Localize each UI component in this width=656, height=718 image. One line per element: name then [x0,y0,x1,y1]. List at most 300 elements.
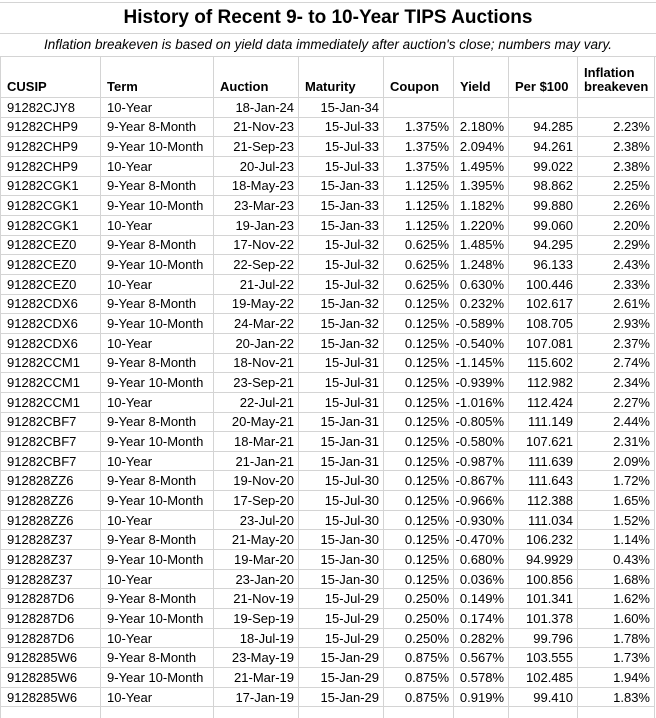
cell-per100: 115.602 [509,353,578,373]
cell-auction: 17-Nov-22 [214,235,299,255]
cell-breakeven: 1.65% [578,491,655,511]
cell-cusip: 91282CBF7 [1,412,101,432]
cell-term: 9-Year 10-Month [101,137,214,157]
cell-per100: 111.149 [509,412,578,432]
cell-term: 9-Year 8-Month [101,117,214,137]
cell-breakeven: 1.72% [578,471,655,491]
cell-maturity: 15-Jul-30 [299,471,384,491]
table-header [1,57,655,98]
table-row [1,471,655,491]
cell-term: 9-Year 8-Month [101,530,214,550]
cell-per100: 101.378 [509,609,578,629]
cell-coupon: 0.125% [384,550,454,570]
cell-yield: 0.036% [454,569,509,589]
table-row [1,569,655,589]
table-row [1,255,655,275]
cell-auction: 23-Jul-20 [214,510,299,530]
cell-per100: 112.424 [509,392,578,412]
cell-yield: 0.567% [454,648,509,668]
table-row [1,668,655,688]
cell-yield: 0.578% [454,668,509,688]
cell-term: 10-Year [101,98,214,118]
cell-coupon: 1.375% [384,137,454,157]
partial-empty-row [1,707,655,718]
cell-auction: 19-Nov-20 [214,471,299,491]
cell-maturity: 15-Jul-31 [299,392,384,412]
cell-term: 9-Year 8-Month [101,412,214,432]
table-row [1,274,655,294]
cell-yield: -0.540% [454,333,509,353]
cell-term: 9-Year 10-Month [101,609,214,629]
cell-per100: 99.880 [509,196,578,216]
cell-per100: 94.9929 [509,550,578,570]
table-row [1,530,655,550]
cell-breakeven: 2.38% [578,156,655,176]
table-row [1,314,655,334]
cell-term: 9-Year 10-Month [101,491,214,511]
cell-breakeven: 2.33% [578,274,655,294]
cell-cusip: 91282CEZ0 [1,235,101,255]
cell-yield: 2.180% [454,117,509,137]
cell-cusip: 9128285W6 [1,687,101,707]
column-header-term: Term [101,57,214,98]
cell-yield: -0.930% [454,510,509,530]
cell-per100: 98.862 [509,176,578,196]
cell-breakeven: 2.37% [578,333,655,353]
cell-maturity: 15-Jan-34 [299,98,384,118]
cell-yield: -0.939% [454,373,509,393]
cell-coupon: 0.250% [384,589,454,609]
cell-term: 10-Year [101,274,214,294]
cell-coupon: 1.375% [384,117,454,137]
column-header-maturity: Maturity [299,57,384,98]
cell-coupon: 0.125% [384,314,454,334]
cell-term: 9-Year 10-Month [101,255,214,275]
cell-cusip: 91282CCM1 [1,392,101,412]
cell-maturity: 15-Jan-32 [299,333,384,353]
cell-maturity: 15-Jul-29 [299,609,384,629]
cell-per100: 112.388 [509,491,578,511]
cell-coupon: 0.625% [384,255,454,275]
cell-cusip: 91282CJY8 [1,98,101,118]
cell-cusip: 9128287D6 [1,589,101,609]
cell-per100: 100.856 [509,569,578,589]
cell-yield: 0.174% [454,609,509,629]
cell-auction: 18-Jan-24 [214,98,299,118]
cell-term: 9-Year 10-Month [101,373,214,393]
cell-yield [454,98,509,118]
cell-coupon: 1.125% [384,196,454,216]
table-body [1,98,655,718]
cell-term: 10-Year [101,451,214,471]
table-row [1,451,655,471]
cell-yield: -1.145% [454,353,509,373]
table-row [1,176,655,196]
cell-coupon: 0.125% [384,392,454,412]
cell-coupon: 0.125% [384,471,454,491]
cell-coupon: 0.250% [384,628,454,648]
cell-yield: 1.395% [454,176,509,196]
cell-cusip: 91282CDX6 [1,333,101,353]
cell-term: 9-Year 8-Month [101,176,214,196]
cell-coupon: 1.125% [384,176,454,196]
cell-auction: 19-Mar-20 [214,550,299,570]
cell-auction: 21-Jul-22 [214,274,299,294]
cell-per100: 100.446 [509,274,578,294]
cell-breakeven: 1.68% [578,569,655,589]
cell-auction: 18-Nov-21 [214,353,299,373]
cell-maturity: 15-Jan-30 [299,550,384,570]
cell-coupon [384,98,454,118]
cell-term: 10-Year [101,569,214,589]
cell-auction: 17-Jan-19 [214,687,299,707]
cell-yield: -0.966% [454,491,509,511]
cell-yield: -0.805% [454,412,509,432]
cell-cusip: 91282CBF7 [1,432,101,452]
cell-auction: 20-May-21 [214,412,299,432]
cell-cusip: 91282CDX6 [1,314,101,334]
cell-yield: 1.495% [454,156,509,176]
cell-maturity: 15-Jan-29 [299,687,384,707]
cell-per100: 99.796 [509,628,578,648]
cell-maturity: 15-Jan-32 [299,314,384,334]
cell-term: 9-Year 8-Month [101,648,214,668]
cell-yield: 1.248% [454,255,509,275]
cell-cusip: 9128285W6 [1,648,101,668]
cell-coupon: 0.125% [384,333,454,353]
cell-per100: 102.617 [509,294,578,314]
cell-cusip: 912828ZZ6 [1,471,101,491]
cell-maturity: 15-Jan-29 [299,648,384,668]
cell-term: 9-Year 8-Month [101,235,214,255]
cell-auction: 21-Nov-23 [214,117,299,137]
cell-term: 9-Year 8-Month [101,294,214,314]
cell-maturity: 15-Jan-33 [299,196,384,216]
cell-yield: 1.220% [454,215,509,235]
cell-maturity: 15-Jul-31 [299,373,384,393]
cell-coupon: 0.875% [384,648,454,668]
cell-auction: 24-Mar-22 [214,314,299,334]
cell-per100: 108.705 [509,314,578,334]
cell-maturity: 15-Jan-31 [299,412,384,432]
cell-empty [578,707,655,718]
cell-coupon: 0.125% [384,451,454,471]
cell-per100: 111.639 [509,451,578,471]
table-row [1,432,655,452]
cell-maturity: 15-Jul-29 [299,628,384,648]
cell-breakeven: 2.23% [578,117,655,137]
cell-maturity: 15-Jan-29 [299,668,384,688]
cell-per100: 101.341 [509,589,578,609]
cell-coupon: 0.125% [384,569,454,589]
cell-auction: 23-Mar-23 [214,196,299,216]
cell-maturity: 15-Jan-30 [299,569,384,589]
column-header-auction: Auction [214,57,299,98]
table-row [1,510,655,530]
cell-coupon: 0.875% [384,668,454,688]
cell-maturity: 15-Jul-32 [299,255,384,275]
column-header-breakeven: Inflation breakeven [578,57,655,98]
column-header-coupon: Coupon [384,57,454,98]
cell-breakeven: 2.26% [578,196,655,216]
cell-breakeven: 2.34% [578,373,655,393]
cell-auction: 23-Sep-21 [214,373,299,393]
cell-empty [454,707,509,718]
auctions-table [0,57,655,718]
cell-maturity: 15-Jul-29 [299,589,384,609]
cell-breakeven: 2.25% [578,176,655,196]
cell-yield: 0.630% [454,274,509,294]
cell-yield: 0.680% [454,550,509,570]
cell-cusip: 91282CEZ0 [1,274,101,294]
cell-breakeven: 1.62% [578,589,655,609]
cell-yield: 1.182% [454,196,509,216]
cell-cusip: 91282CGK1 [1,176,101,196]
cell-empty [214,707,299,718]
cell-coupon: 0.125% [384,294,454,314]
table-row [1,196,655,216]
cell-auction: 21-Mar-19 [214,668,299,688]
cell-cusip: 91282CGK1 [1,196,101,216]
cell-cusip: 9128287D6 [1,609,101,629]
cell-cusip: 91282CDX6 [1,294,101,314]
cell-per100: 112.982 [509,373,578,393]
cell-term: 10-Year [101,628,214,648]
cell-cusip: 91282CCM1 [1,373,101,393]
table-row [1,137,655,157]
cell-auction: 18-Jul-19 [214,628,299,648]
cell-per100: 99.410 [509,687,578,707]
cell-per100: 94.261 [509,137,578,157]
cell-yield: -0.589% [454,314,509,334]
cell-breakeven: 2.43% [578,255,655,275]
cell-term: 10-Year [101,392,214,412]
cell-yield: -0.987% [454,451,509,471]
cell-cusip: 91282CBF7 [1,451,101,471]
cell-cusip: 91282CHP9 [1,156,101,176]
cell-breakeven: 1.94% [578,668,655,688]
cell-maturity: 15-Jul-30 [299,510,384,530]
cell-maturity: 15-Jul-33 [299,117,384,137]
cell-breakeven: 2.38% [578,137,655,157]
table-row [1,589,655,609]
cell-breakeven: 2.09% [578,451,655,471]
table-row [1,491,655,511]
cell-cusip: 91282CHP9 [1,117,101,137]
cell-coupon: 1.125% [384,215,454,235]
cell-per100: 107.621 [509,432,578,452]
cell-auction: 20-Jan-22 [214,333,299,353]
table-row [1,392,655,412]
cell-coupon: 0.125% [384,530,454,550]
cell-term: 10-Year [101,333,214,353]
table-row [1,156,655,176]
cell-term: 10-Year [101,687,214,707]
cell-auction: 20-Jul-23 [214,156,299,176]
cell-auction: 18-Mar-21 [214,432,299,452]
cell-cusip: 9128287D6 [1,628,101,648]
cell-breakeven: 2.74% [578,353,655,373]
cell-coupon: 0.625% [384,235,454,255]
cell-breakeven: 0.43% [578,550,655,570]
cell-cusip: 912828Z37 [1,550,101,570]
cell-cusip: 912828ZZ6 [1,510,101,530]
cell-auction: 23-May-19 [214,648,299,668]
cell-maturity: 15-Jan-31 [299,451,384,471]
cell-maturity: 15-Jul-32 [299,235,384,255]
page-title: History of Recent 9- to 10-Year TIPS Auctions [0,2,656,34]
cell-cusip: 9128285W6 [1,668,101,688]
cell-empty [384,707,454,718]
cell-term: 10-Year [101,510,214,530]
cell-auction: 22-Sep-22 [214,255,299,275]
cell-maturity: 15-Jan-32 [299,294,384,314]
cell-empty [101,707,214,718]
cell-yield: 0.232% [454,294,509,314]
table-row [1,215,655,235]
cell-per100: 106.232 [509,530,578,550]
cell-auction: 17-Sep-20 [214,491,299,511]
cell-yield: -0.580% [454,432,509,452]
cell-yield: 0.919% [454,687,509,707]
cell-maturity: 15-Jul-33 [299,137,384,157]
cell-per100: 102.485 [509,668,578,688]
cell-empty [509,707,578,718]
cell-yield: -0.867% [454,471,509,491]
cell-per100: 103.555 [509,648,578,668]
cell-term: 10-Year [101,156,214,176]
cell-breakeven: 1.83% [578,687,655,707]
column-header-per100: Per $100 [509,57,578,98]
cell-maturity: 15-Jul-33 [299,156,384,176]
cell-breakeven: 2.20% [578,215,655,235]
cell-yield: 0.282% [454,628,509,648]
cell-breakeven: 2.29% [578,235,655,255]
table-row [1,687,655,707]
cell-yield: 2.094% [454,137,509,157]
cell-breakeven: 1.60% [578,609,655,629]
cell-breakeven: 2.93% [578,314,655,334]
cell-per100: 99.060 [509,215,578,235]
table-row [1,609,655,629]
cell-yield: -0.470% [454,530,509,550]
cell-auction: 23-Jan-20 [214,569,299,589]
cell-cusip: 91282CEZ0 [1,255,101,275]
cell-cusip: 91282CCM1 [1,353,101,373]
cell-maturity: 15-Jan-31 [299,432,384,452]
cell-coupon: 0.625% [384,274,454,294]
column-header-yield: Yield [454,57,509,98]
cell-empty [299,707,384,718]
table-row [1,373,655,393]
cell-cusip: 91282CHP9 [1,137,101,157]
cell-coupon: 0.125% [384,491,454,511]
cell-yield: 1.485% [454,235,509,255]
cell-coupon: 1.375% [384,156,454,176]
cell-yield: 0.149% [454,589,509,609]
cell-auction: 19-Jan-23 [214,215,299,235]
cell-coupon: 0.125% [384,510,454,530]
cell-auction: 18-May-23 [214,176,299,196]
cell-cusip: 912828ZZ6 [1,491,101,511]
cell-coupon: 0.125% [384,412,454,432]
cell-term: 9-Year 10-Month [101,314,214,334]
cell-breakeven: 1.14% [578,530,655,550]
cell-breakeven: 2.61% [578,294,655,314]
cell-term: 9-Year 8-Month [101,589,214,609]
cell-auction: 21-Sep-23 [214,137,299,157]
cell-auction: 21-Jan-21 [214,451,299,471]
cell-term: 9-Year 10-Month [101,196,214,216]
cell-per100: 96.133 [509,255,578,275]
cell-auction: 21-Nov-19 [214,589,299,609]
cell-breakeven [578,98,655,118]
cell-per100: 111.034 [509,510,578,530]
cell-per100: 94.295 [509,235,578,255]
cell-maturity: 15-Jan-30 [299,530,384,550]
table-row [1,412,655,432]
cell-auction: 19-Sep-19 [214,609,299,629]
cell-maturity: 15-Jul-30 [299,491,384,511]
table-row [1,628,655,648]
cell-breakeven: 2.31% [578,432,655,452]
cell-breakeven: 2.44% [578,412,655,432]
header-row [1,57,655,98]
cell-breakeven: 1.73% [578,648,655,668]
cell-term: 10-Year [101,215,214,235]
cell-coupon: 0.125% [384,432,454,452]
table-row [1,98,655,118]
cell-coupon: 0.125% [384,373,454,393]
cell-auction: 21-May-20 [214,530,299,550]
cell-maturity: 15-Jul-31 [299,353,384,373]
cell-yield: -1.016% [454,392,509,412]
cell-cusip: 912828Z37 [1,530,101,550]
cell-cusip: 91282CGK1 [1,215,101,235]
cell-term: 9-Year 8-Month [101,471,214,491]
table-row [1,117,655,137]
cell-auction: 19-May-22 [214,294,299,314]
cell-maturity: 15-Jan-33 [299,215,384,235]
cell-term: 9-Year 10-Month [101,432,214,452]
cell-coupon: 0.125% [384,353,454,373]
cell-breakeven: 2.27% [578,392,655,412]
table-row [1,294,655,314]
cell-maturity: 15-Jan-33 [299,176,384,196]
cell-maturity: 15-Jul-32 [299,274,384,294]
cell-per100 [509,98,578,118]
cell-breakeven: 1.78% [578,628,655,648]
table-row [1,550,655,570]
cell-term: 9-Year 8-Month [101,353,214,373]
page-subtitle: Inflation breakeven is based on yield data immediately after auction's close; numbers may vary. [0,34,656,57]
table-row [1,353,655,373]
cell-term: 9-Year 10-Month [101,550,214,570]
cell-auction: 22-Jul-21 [214,392,299,412]
cell-cusip: 912828Z37 [1,569,101,589]
cell-coupon: 0.250% [384,609,454,629]
cell-term: 9-Year 10-Month [101,668,214,688]
cell-breakeven: 1.52% [578,510,655,530]
cell-per100: 111.643 [509,471,578,491]
cell-per100: 99.022 [509,156,578,176]
table-row [1,235,655,255]
column-header-cusip: CUSIP [1,57,101,98]
table-row [1,648,655,668]
cell-per100: 107.081 [509,333,578,353]
table-row [1,333,655,353]
cell-per100: 94.285 [509,117,578,137]
